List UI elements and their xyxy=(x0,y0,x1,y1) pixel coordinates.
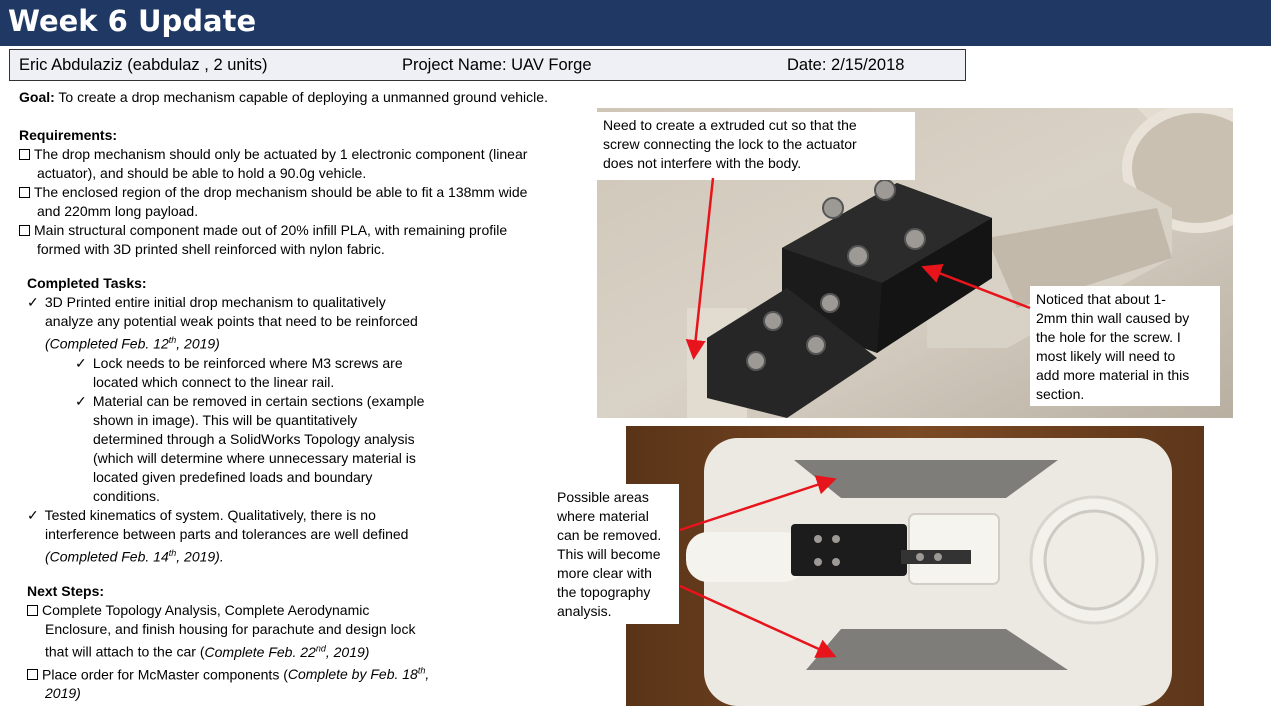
next-steps-list xyxy=(27,601,429,703)
list-item: ✓ 3D Printed entire initial drop mechanism to qualitatively xyxy=(27,294,386,310)
sub-item-cont: shown in image). This will be quantitatively xyxy=(93,411,358,428)
checkmark-icon: ✓ xyxy=(75,354,87,371)
mechanism-overview-photo xyxy=(626,426,1204,706)
list-item: Main structural component made out of 20% infill PLA, with remaining profile xyxy=(19,221,527,240)
goal-label: Goal: xyxy=(19,89,55,105)
list-item-cont: Enclosure, and finish housing for parachute and design lock xyxy=(45,621,416,637)
requirements-list xyxy=(19,145,527,259)
report-date: Date: 2/15/2018 xyxy=(787,56,905,74)
info-box xyxy=(9,49,966,81)
completed-list xyxy=(27,293,424,566)
list-item: Complete Topology Analysis, Complete Aerodynamic xyxy=(27,601,429,620)
list-item-cont: analyze any potential weak points that need to be reinforced xyxy=(45,313,418,329)
list-item: Place order for McMaster components (Complete by Feb. 18th, xyxy=(27,662,429,685)
sub-item-cont: located given predefined loads and boundary xyxy=(93,468,373,485)
sub-item: ✓ Material can be removed in certain sections (example xyxy=(75,392,425,409)
completed-heading: Completed Tasks: xyxy=(27,275,147,291)
project-name: Project Name: UAV Forge xyxy=(402,56,592,74)
checkbox-icon xyxy=(27,605,38,616)
sub-item-cont: determined through a SolidWorks Topology analysis xyxy=(93,430,415,447)
sub-item: ✓ Lock needs to be reinforced where M3 screws are xyxy=(75,354,403,371)
callout-material-removal: Possible areas where material can be removed. This will become more clear with the topography analysis. xyxy=(551,484,679,624)
checkmark-icon: ✓ xyxy=(75,392,87,409)
list-item: The drop mechanism should only be actuated by 1 electronic component (linear xyxy=(19,145,527,164)
goal-text: To create a drop mechanism capable of deploying a unmanned ground vehicle. xyxy=(58,89,548,105)
page-title: Week 6 Update xyxy=(8,4,257,38)
next-steps-heading: Next Steps: xyxy=(27,583,105,599)
list-item-cont: that will attach to the car (Complete Feb. 22nd, 2019) xyxy=(45,643,370,660)
list-item: The enclosed region of the drop mechanism should be able to fit a 138mm wide xyxy=(19,183,527,202)
sub-item-cont: conditions. xyxy=(93,487,160,504)
callout-thin-wall: Noticed that about 1- 2mm thin wall caused by the hole for the screw. I most likely will need to add more material in this section. xyxy=(1030,286,1220,406)
checkmark-icon: ✓ xyxy=(27,506,39,523)
list-item-cont: and 220mm long payload. xyxy=(37,203,199,219)
checkmark-icon: ✓ xyxy=(27,294,39,310)
list-item-cont: formed with 3D printed shell reinforced with nylon fabric. xyxy=(37,241,385,257)
sub-item-cont: located which connect to the linear rail. xyxy=(93,373,335,390)
requirements-heading: Requirements: xyxy=(19,127,118,143)
sub-item-cont: (which will determine where unnecessary material is xyxy=(93,449,416,466)
checkbox-icon xyxy=(19,225,30,236)
checkbox-icon xyxy=(19,187,30,198)
list-item: ✓ Tested kinematics of system. Qualitatively, there is no xyxy=(27,506,376,523)
list-item-cont: 2019) xyxy=(45,685,81,702)
title-bar xyxy=(0,0,1271,46)
callout-extruded-cut: Need to create a extruded cut so that the screw connecting the lock to the actuator does not interfere with the body. xyxy=(597,112,915,180)
lock-closeup-photo xyxy=(597,108,1233,418)
student-name: Eric Abdulaziz (eabdulaz , 2 units) xyxy=(19,56,268,74)
checkbox-icon xyxy=(19,149,30,160)
list-item-cont: actuator), and should be able to hold a 90.0g vehicle. xyxy=(37,165,367,181)
checkbox-icon xyxy=(27,669,38,680)
completion-date: (Completed Feb. 12th, 2019) xyxy=(45,335,220,352)
list-item-cont: interference between parts and tolerances are well defined xyxy=(45,525,409,542)
completion-date: (Completed Feb. 14th, 2019). xyxy=(45,547,224,565)
goal xyxy=(19,88,548,107)
